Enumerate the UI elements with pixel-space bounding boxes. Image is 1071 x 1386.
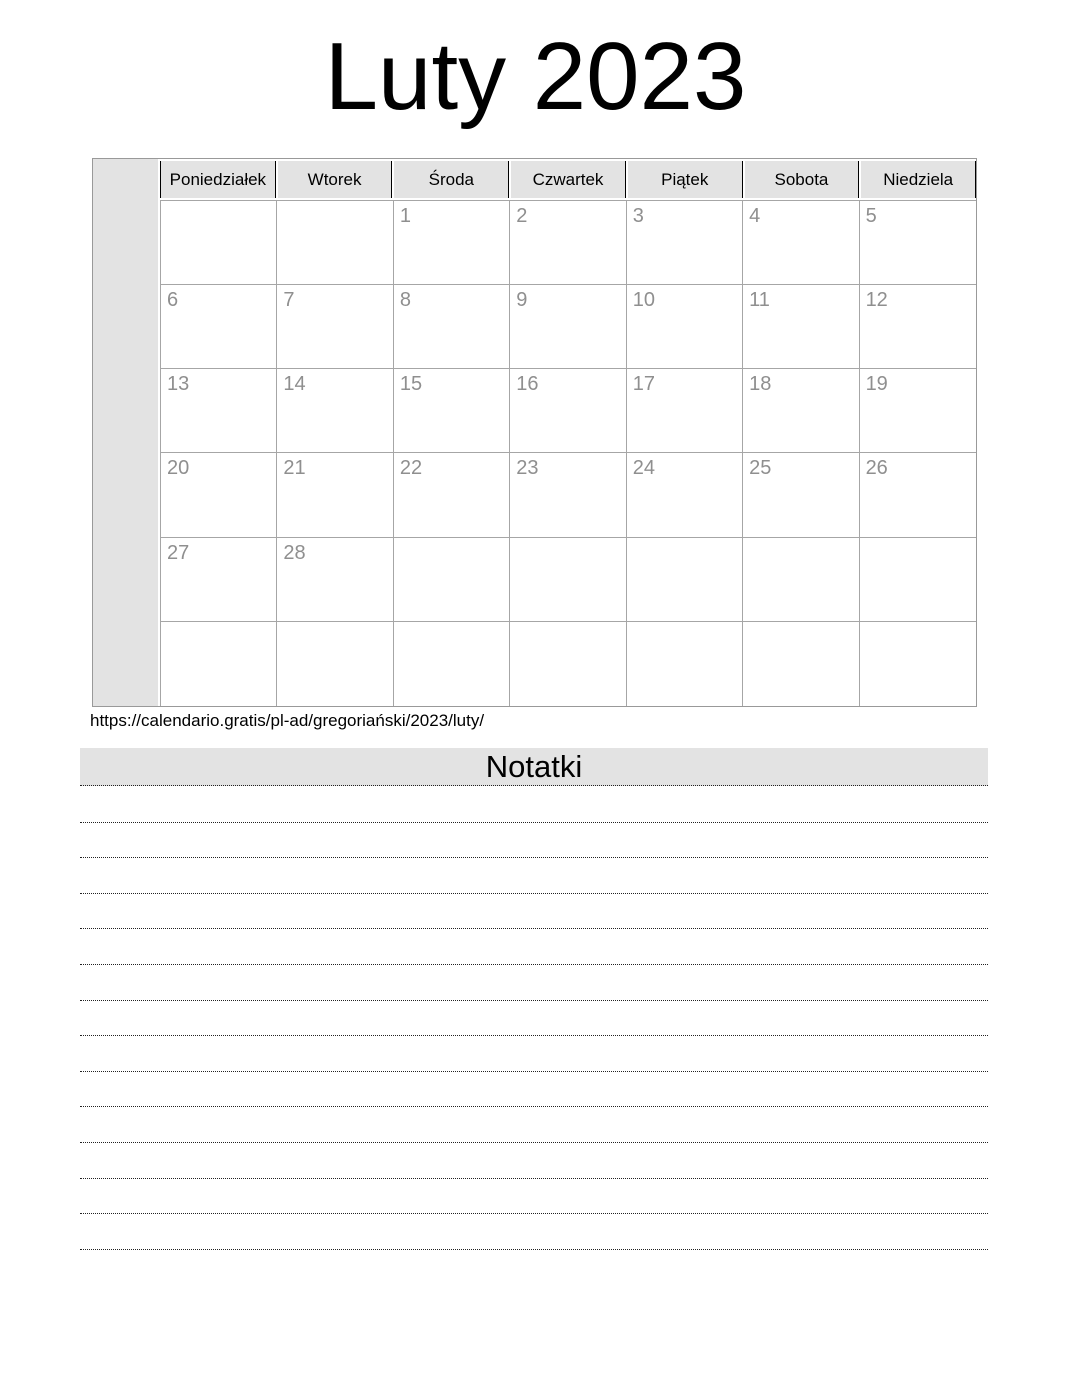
calendar-day-cell	[277, 285, 393, 369]
day-number: 23	[516, 457, 539, 480]
calendar-day-cell	[394, 201, 510, 285]
notes-title: Notatki	[485, 749, 583, 784]
calendar-day-cell	[860, 453, 976, 537]
day-number: 1	[399, 205, 411, 227]
day-number: 25	[749, 457, 772, 480]
note-line	[80, 1214, 988, 1250]
day-number: 10	[632, 289, 655, 312]
calendar-day-cell	[743, 453, 859, 537]
calendar-day-cell	[743, 369, 859, 453]
day-number: 28	[283, 541, 306, 564]
calendar-day-cell	[743, 538, 859, 622]
calendar-day-cell	[627, 538, 743, 622]
calendar-day-cell	[510, 201, 626, 285]
calendar-day-cell	[627, 369, 743, 453]
day-number: 8	[399, 289, 411, 312]
calendar-day-cell	[860, 369, 976, 453]
note-line	[80, 858, 988, 894]
calendar-day-cell	[394, 285, 510, 369]
notes-lines	[80, 787, 988, 1250]
calendar-grid	[160, 200, 976, 706]
note-line	[80, 787, 988, 823]
day-number: 9	[516, 289, 528, 312]
calendar-day-cell	[394, 453, 510, 537]
calendar-day-cell	[743, 285, 859, 369]
day-number: 14	[283, 373, 306, 396]
day-number: 18	[749, 373, 772, 396]
calendar-header-cell-czwartek: Czwartek	[511, 161, 626, 198]
week-number-gutter	[93, 159, 158, 706]
calendar-day-cell	[510, 538, 626, 622]
day-number: 22	[399, 457, 423, 480]
calendar-day-cell	[510, 622, 626, 706]
calendar-day-cell	[277, 622, 393, 706]
note-line	[80, 1001, 988, 1037]
notes-header	[80, 748, 988, 786]
calendar-day-cell	[277, 453, 393, 537]
calendar-day-cell	[627, 453, 743, 537]
calendar-day-cell	[860, 285, 976, 369]
day-number: 26	[865, 457, 888, 480]
calendar-table	[92, 158, 977, 707]
calendar-day-cell	[161, 285, 277, 369]
day-number: 17	[632, 373, 655, 396]
day-number: 24	[632, 457, 655, 480]
note-line	[80, 1036, 988, 1072]
calendar-header-cell-sobota: Sobota	[745, 161, 860, 198]
calendar-day-cell	[394, 369, 510, 453]
calendar-day-cell	[510, 369, 626, 453]
calendar-header-row	[160, 161, 976, 198]
day-number: 27	[167, 541, 190, 564]
day-number: 3	[632, 205, 644, 227]
calendar-day-cell	[743, 201, 859, 285]
day-number: 19	[865, 373, 888, 396]
calendar-day-cell	[161, 622, 277, 706]
calendar-day-cell	[277, 201, 393, 285]
calendar-day-cell	[161, 453, 277, 537]
note-line	[80, 1179, 988, 1215]
calendar-day-cell	[860, 622, 976, 706]
calendar-day-cell	[860, 201, 976, 285]
day-number: 6	[167, 289, 179, 312]
calendar-day-cell	[510, 285, 626, 369]
calendar-header-cell-niedziela: Niedziela	[861, 161, 976, 198]
calendar-day-cell	[277, 538, 393, 622]
source-url: https://calendario.gratis/pl-ad/gregoriański/2023/luty/	[90, 711, 485, 730]
day-number: 2	[516, 205, 528, 227]
note-line	[80, 1143, 988, 1179]
calendar-day-cell	[161, 201, 277, 285]
note-line	[80, 823, 988, 859]
calendar-day-cell	[161, 369, 277, 453]
calendar-day-cell	[860, 538, 976, 622]
note-line	[80, 894, 988, 930]
calendar-day-cell	[277, 369, 393, 453]
calendar-day-cell	[743, 622, 859, 706]
day-number: 11	[749, 289, 770, 312]
calendar-main	[158, 159, 976, 706]
calendar-day-cell	[627, 201, 743, 285]
note-line	[80, 1072, 988, 1108]
day-number: 13	[167, 373, 190, 396]
calendar-header-cell-poniedziałek: Poniedziałek	[160, 161, 276, 198]
day-number: 21	[283, 457, 306, 480]
calendar-header-cell-środa: Środa	[394, 161, 509, 198]
calendar-header-cell-wtorek: Wtorek	[278, 161, 393, 198]
calendar-day-cell	[510, 453, 626, 537]
day-number: 4	[749, 205, 761, 227]
note-line	[80, 965, 988, 1001]
day-number: 20	[167, 457, 190, 480]
calendar-day-cell	[394, 538, 510, 622]
calendar-day-cell	[394, 622, 510, 706]
day-number: 16	[516, 373, 539, 396]
day-number: 12	[865, 289, 888, 312]
day-number: 7	[283, 289, 295, 312]
calendar-day-cell	[627, 622, 743, 706]
note-line	[80, 929, 988, 965]
day-number: 5	[865, 205, 877, 227]
calendar-header-cell-piątek: Piątek	[628, 161, 743, 198]
calendar-day-cell	[161, 538, 277, 622]
day-number: 15	[399, 373, 423, 396]
note-line	[80, 1107, 988, 1143]
calendar-day-cell	[627, 285, 743, 369]
month-title: Luty 2023	[324, 23, 747, 130]
